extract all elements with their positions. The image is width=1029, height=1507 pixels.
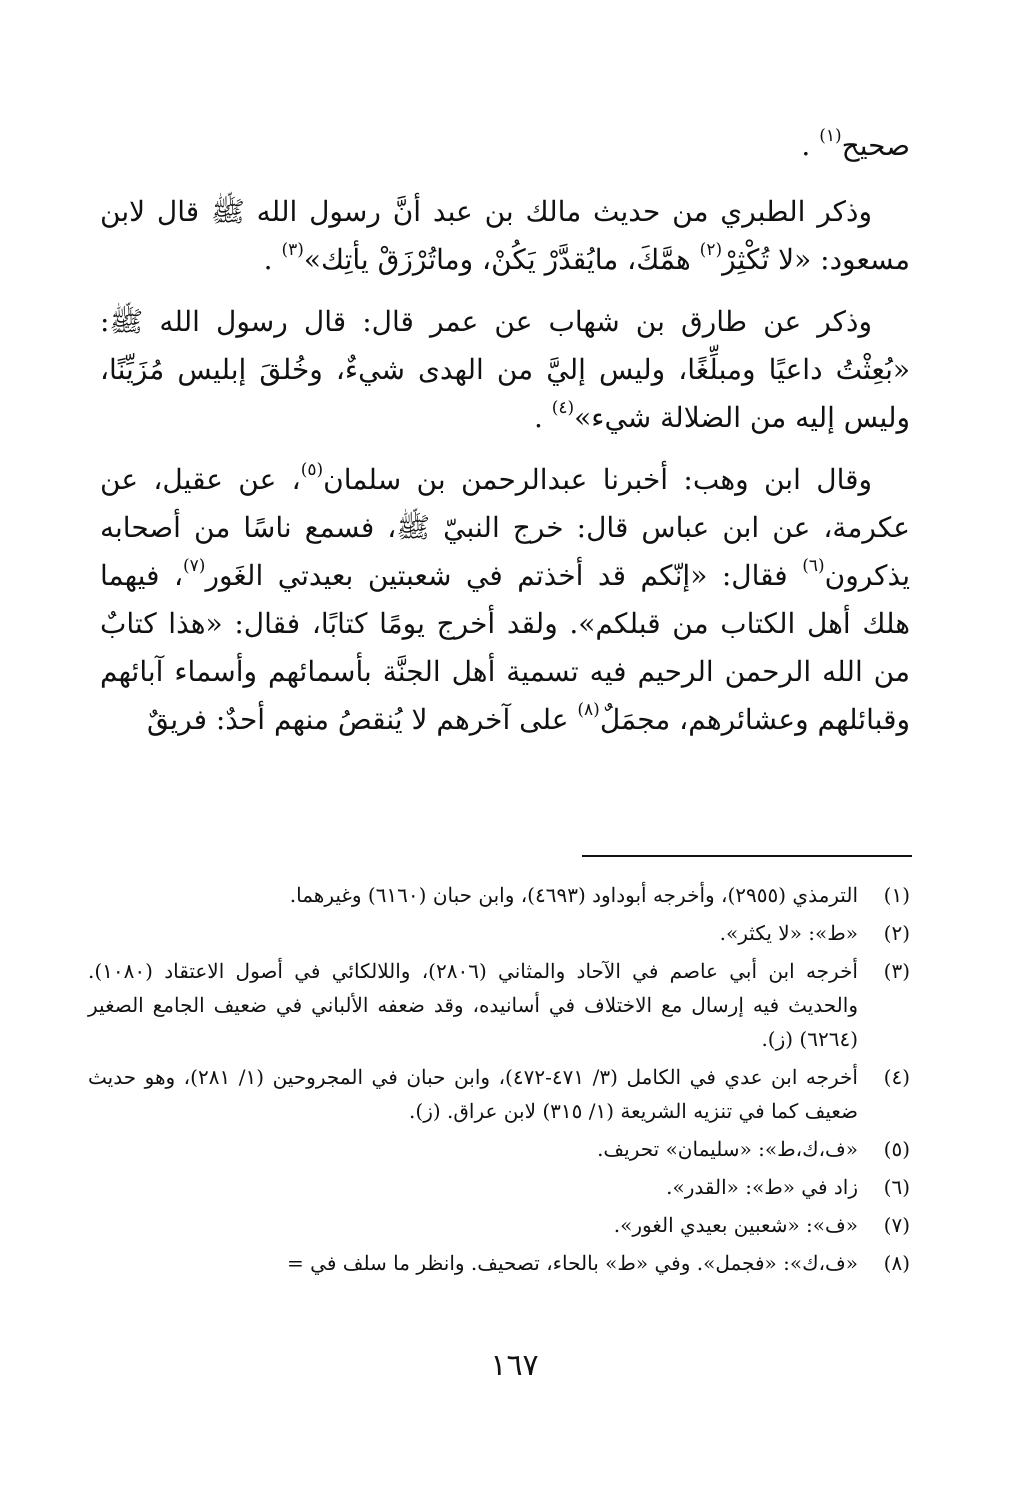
paragraph-text: صحيح <box>841 129 910 162</box>
page-number: ١٦٧ <box>490 1348 539 1383</box>
footnote-item <box>88 1060 910 1128</box>
footnote-item <box>88 916 910 950</box>
paragraph-text: وذكر الطبري من حديث مالك بن عبد أنَّ رسول الله ﷺ قال لابن مسعود: «لا تُكْثِرْ <box>100 195 910 276</box>
main-text <box>100 122 910 758</box>
paragraph-1 <box>100 188 910 284</box>
footnote-ref: (٦) <box>802 555 825 576</box>
footnote-number: (٢) <box>883 921 910 945</box>
paragraph-end: . <box>263 243 282 276</box>
footnote-text: «ف،ك»: «فجمل». وفي «ط» بالحاء، تصحيف. وانظر ما سلف في = <box>287 1251 858 1275</box>
footnote-text: زاد في «ط»: «القدر». <box>666 1175 858 1199</box>
footnote-number: (٧) <box>883 1213 910 1237</box>
paragraph-text: ، فيهما هلك أهل الكتاب من قبلكم». ولقد أخرج يومًا كتابًا، فقال: «هذا كتابٌ من الله الرحمن الرحيم فيه تسمية أهل الجنَّة بأسمائهم وأسماء آبائهم وقبائلهم وعشائرهم، مجمَلٌ <box>100 559 910 736</box>
footnote-item <box>88 1208 910 1242</box>
footnote-ref: (٤) <box>551 397 575 418</box>
footnote-text: «ط»: «لا يكثر». <box>719 921 858 945</box>
footnote-text: «ف»: «شعبين بعيدي الغور». <box>613 1213 858 1237</box>
paragraph-text: فقال: «إنّكم قد أخذتم في شعبتين بعيدتي الغَور <box>205 559 803 592</box>
footnote-number: (٨) <box>883 1251 910 1275</box>
footnote-text: «ف،ك،ط»: «سليمان» تحريف. <box>597 1137 858 1161</box>
footnote-number: (٦) <box>883 1175 910 1199</box>
footnote-item <box>88 878 910 912</box>
footnote-ref: (٥) <box>300 459 324 480</box>
footnote-ref: (٧) <box>183 555 206 576</box>
paragraph-2 <box>100 298 910 442</box>
footnote-item <box>88 1170 910 1204</box>
footnotes <box>88 878 910 1284</box>
footnote-number: (٥) <box>883 1137 910 1161</box>
footnote-ref: (٢) <box>699 239 723 260</box>
footnote-separator <box>582 855 912 857</box>
paragraph-end: . <box>801 129 820 162</box>
paragraph-3 <box>100 456 910 744</box>
footnote-number: (٣) <box>883 959 910 983</box>
footnote-item <box>88 1246 910 1280</box>
footnote-item <box>88 954 910 1056</box>
paragraph-text: ، عن عقيل، عن عكرمة، عن ابن عباس قال: خرج النبيّ ﷺ، فسمع ناسًا من أصحابه يذكرون <box>100 463 910 592</box>
paragraph-0 <box>100 122 910 170</box>
footnote-number: (١) <box>883 883 910 907</box>
footnote-text: أخرجه ابن أبي عاصم في الآحاد والمثاني (٢٨٠٦)، واللالكائي في أصول الاعتقاد (١٠٨٠). والحديث فيه إرسال مع الاختلاف في أسانيده، وقد ضعفه الألباني في ضعيف الجامع الصغير (٦٢٦٤) (ز). <box>88 959 858 1051</box>
paragraph-text: وقال ابن وهب: أخبرنا عبدالرحمن بن سلمان <box>323 463 873 496</box>
footnote-number: (٤) <box>883 1065 910 1089</box>
footnote-ref: (٨) <box>577 699 600 720</box>
footnote-text: أخرجه ابن عدي في الكامل (٣/ ٤٧١-٤٧٢)، وابن حبان في المجروحين (١/ ٢٨١)، وهو حديث ضعيف كما في تنزيه الشريعة (١/ ٣١٥) لابن عراق. (ز). <box>88 1065 858 1123</box>
paragraph-end: . <box>533 401 552 434</box>
footnote-text: الترمذي (٢٩٥٥)، وأخرجه أبوداود (٤٦٩٣)، وابن حبان (٦١٦٠) وغيرهما. <box>289 883 858 907</box>
footnote-ref: (٣) <box>281 239 304 260</box>
footnote-item <box>88 1132 910 1166</box>
paragraph-text: على آخرهم لا يُنقصُ منهم أحدٌ: فريقٌ <box>146 703 578 736</box>
paragraph-text: وذكر عن طارق بن شهاب عن عمر قال: قال رسول الله ﷺ: «بُعِثْتُ داعيًا ومبلِّغًا، وليس إليَّ من الهدى شيءٌ، وخُلقَ إبليس مُزَيِّنًا، وليس إليه من الضلالة شيء» <box>100 305 910 434</box>
footnote-ref: (١) <box>819 125 842 146</box>
paragraph-text: همَّكَ، مايُقدَّرْ يَكُنْ، وماتُرْزَقْ يأتِك» <box>303 243 700 276</box>
